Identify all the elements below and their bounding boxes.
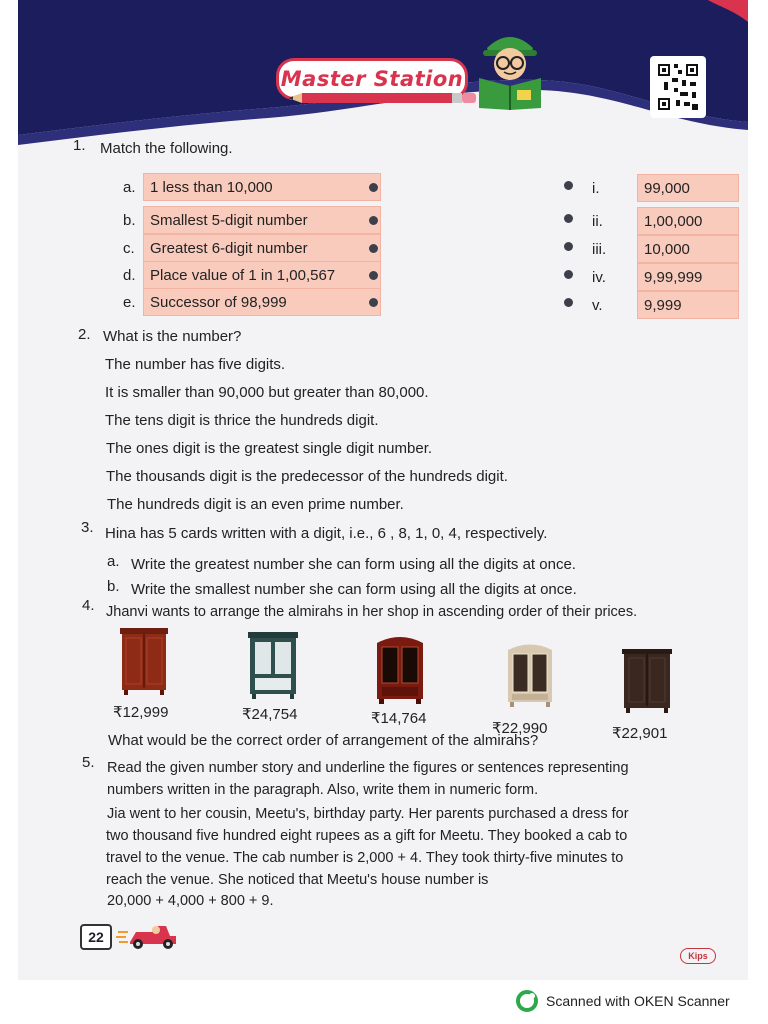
match-right-row bbox=[580, 264, 739, 290]
question-2-number: 2. bbox=[78, 326, 91, 343]
qr-code-icon bbox=[650, 56, 706, 118]
left-label: c. bbox=[123, 239, 135, 257]
clue-line: The number has five digits. bbox=[105, 356, 286, 373]
scanner-text: Scanned with OKEN Scanner bbox=[546, 993, 730, 1009]
match-right-row bbox=[580, 208, 739, 234]
right-item: 9,999 bbox=[637, 291, 739, 319]
right-item: 10,000 bbox=[637, 235, 739, 263]
publisher-logo: Kips bbox=[680, 948, 716, 964]
right-label: iv. bbox=[592, 268, 606, 286]
match-dot-right[interactable] bbox=[564, 181, 573, 190]
clue-line: The hundreds digit is an even prime number. bbox=[107, 496, 404, 513]
story-line: two thousand five hundred eight rupees as a gift for Meetu. They booked a cab to bbox=[106, 828, 628, 844]
left-item: Smallest 5-digit number bbox=[143, 206, 381, 234]
right-item: 99,000 bbox=[637, 174, 739, 202]
clue-line: The thousands digit is the predecessor of the hundreds digit. bbox=[106, 468, 508, 485]
story-line: 20,000 + 4,000 + 800 + 9. bbox=[107, 893, 274, 909]
q3-part-label: a. bbox=[107, 553, 120, 570]
q3-part-text: Write the smallest number she can form using all the digits at once. bbox=[131, 581, 577, 598]
left-label: a. bbox=[123, 178, 136, 196]
match-dot-left[interactable] bbox=[369, 183, 378, 192]
match-dot-left[interactable] bbox=[369, 244, 378, 253]
match-dot-left[interactable] bbox=[369, 216, 378, 225]
almirah-price: ₹14,764 bbox=[371, 710, 427, 727]
match-right-row bbox=[580, 236, 739, 262]
match-dot-right[interactable] bbox=[564, 270, 573, 279]
question-5-number: 5. bbox=[82, 754, 95, 771]
almirah-3-icon bbox=[373, 633, 427, 705]
textbook-page bbox=[18, 0, 748, 980]
almirah-price: ₹22,990 bbox=[492, 720, 548, 737]
question-1-prompt: Match the following. bbox=[100, 140, 233, 157]
match-right-row bbox=[580, 292, 739, 318]
clue-line: The tens digit is thrice the hundreds digit. bbox=[105, 412, 379, 429]
story-line: Jia went to her cousin, Meetu's, birthday party. Her parents purchased a dress for bbox=[107, 806, 629, 822]
match-dot-right[interactable] bbox=[564, 214, 573, 223]
almirah-1-icon bbox=[118, 626, 170, 696]
question-2-prompt: What is the number? bbox=[103, 328, 242, 345]
pencil-icon bbox=[288, 92, 478, 104]
banner-title: Master Station bbox=[280, 67, 464, 91]
question-1-number: 1. bbox=[73, 137, 86, 154]
left-label: e. bbox=[123, 293, 136, 311]
match-dot-right[interactable] bbox=[564, 242, 573, 251]
question-3-prompt: Hina has 5 cards written with a digit, i.e., 6 , 8, 1, 0, 4, respectively. bbox=[105, 525, 548, 542]
clue-line: It is smaller than 90,000 but greater than 80,000. bbox=[105, 384, 429, 401]
question-4-prompt: Jhanvi wants to arrange the almirahs in her shop in ascending order of their prices. bbox=[106, 604, 638, 620]
match-dot-left[interactable] bbox=[369, 298, 378, 307]
right-item: 9,99,999 bbox=[637, 263, 739, 291]
right-label: v. bbox=[592, 296, 603, 314]
question-4-number: 4. bbox=[82, 597, 95, 614]
story-line: travel to the venue. The cab number is 2,000 + 4. They took thirty-five minutes to bbox=[106, 850, 624, 866]
almirah-2-icon bbox=[247, 630, 299, 700]
almirah-price: ₹22,901 bbox=[612, 725, 668, 742]
q3-part-text: Write the greatest number she can form using all the digits at once. bbox=[131, 556, 576, 573]
left-item: 1 less than 10,000 bbox=[143, 173, 381, 201]
q5-prompt-line: Read the given number story and underline the figures or sentences representing bbox=[107, 760, 629, 776]
match-right-row bbox=[580, 175, 739, 201]
right-label: i. bbox=[592, 179, 600, 197]
left-label: b. bbox=[123, 211, 136, 229]
scanner-watermark bbox=[516, 990, 730, 1012]
almirah-4-icon bbox=[504, 640, 556, 708]
story-line: reach the venue. She noticed that Meetu's house number is bbox=[106, 872, 489, 888]
almirah-price: ₹24,754 bbox=[242, 706, 298, 723]
right-item: 1,00,000 bbox=[637, 207, 739, 235]
left-item: Successor of 98,999 bbox=[143, 288, 381, 316]
clue-line: The ones digit is the greatest single digit number. bbox=[106, 440, 433, 457]
match-dot-right[interactable] bbox=[564, 298, 573, 307]
left-item: Place value of 1 in 1,00,567 bbox=[143, 261, 381, 289]
q3-part-label: b. bbox=[107, 578, 120, 595]
left-item: Greatest 6-digit number bbox=[143, 234, 381, 262]
race-car-icon bbox=[116, 922, 178, 950]
page-number: 22 bbox=[80, 924, 112, 950]
right-label: ii. bbox=[592, 212, 603, 230]
match-dot-left[interactable] bbox=[369, 271, 378, 280]
almirah-5-icon bbox=[621, 648, 673, 714]
right-label: iii. bbox=[592, 240, 607, 258]
oken-scanner-logo-icon bbox=[516, 990, 538, 1012]
q5-prompt-line: numbers written in the paragraph. Also, write them in numeric form. bbox=[107, 782, 539, 798]
question-4-question: What would be the correct order of arrangement of the almirahs? bbox=[108, 732, 539, 749]
left-label: d. bbox=[123, 266, 136, 284]
almirah-price: ₹12,999 bbox=[113, 704, 169, 721]
boy-reading-mascot-icon bbox=[473, 28, 547, 110]
question-3-number: 3. bbox=[81, 519, 94, 536]
